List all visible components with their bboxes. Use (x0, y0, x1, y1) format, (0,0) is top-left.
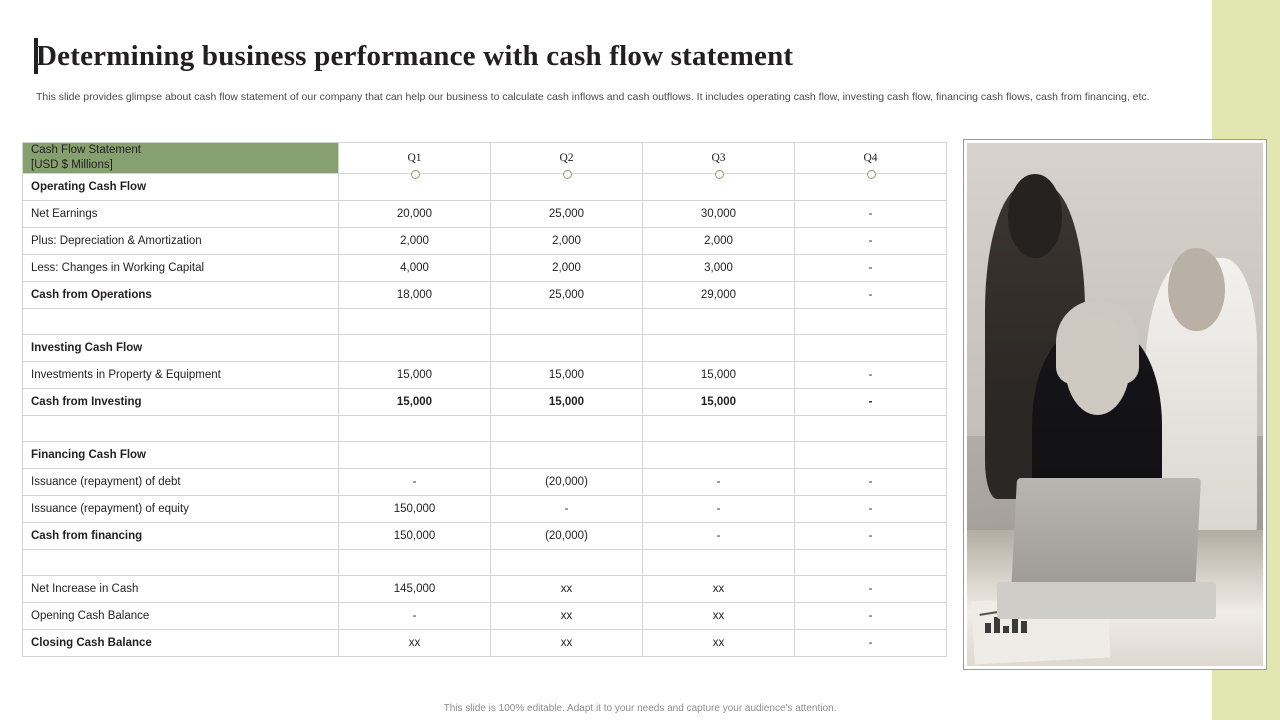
row-value (491, 550, 643, 576)
column-header-q1 (339, 143, 491, 174)
row-value: 2,000 (339, 228, 491, 255)
table-row (23, 442, 947, 469)
table-row (23, 550, 947, 576)
row-value: - (795, 576, 947, 603)
row-value: - (339, 469, 491, 496)
row-value: - (643, 469, 795, 496)
row-value: 18,000 (339, 282, 491, 309)
row-value: 15,000 (339, 362, 491, 389)
table-row (23, 469, 947, 496)
row-value (491, 309, 643, 335)
table-head (23, 143, 947, 174)
row-label (23, 309, 339, 335)
row-value (491, 442, 643, 469)
row-value: (20,000) (491, 469, 643, 496)
table-row (23, 576, 947, 603)
row-value: 30,000 (643, 201, 795, 228)
row-label: Issuance (repayment) of debt (23, 469, 339, 496)
row-value: xx (643, 630, 795, 657)
row-value: 15,000 (339, 389, 491, 416)
row-value: xx (643, 603, 795, 630)
row-label: Operating Cash Flow (23, 174, 339, 201)
row-value: - (795, 255, 947, 282)
row-value: - (795, 201, 947, 228)
row-label: Closing Cash Balance (23, 630, 339, 657)
column-header-q1-label: Q1 (407, 152, 422, 164)
table-row (23, 201, 947, 228)
row-value: 150,000 (339, 496, 491, 523)
table-row (23, 416, 947, 442)
row-value: 15,000 (643, 362, 795, 389)
row-value (795, 442, 947, 469)
row-value: xx (339, 630, 491, 657)
row-value: 15,000 (643, 389, 795, 416)
row-value: 3,000 (643, 255, 795, 282)
row-value (339, 442, 491, 469)
row-value (339, 335, 491, 362)
row-value: - (795, 523, 947, 550)
table-header-title-line2: [USD $ Millions] (31, 159, 113, 171)
row-label: Net Earnings (23, 201, 339, 228)
page-subtitle: This slide provides glimpse about cash flow statement of our company that can help our business to calculate cash inflows and cash outflows. It includes operating cash flow, investing cash flow, financing cash flows, cash from financing, etc. (36, 91, 1150, 103)
column-header-q4-label: Q4 (863, 152, 878, 164)
row-value: - (795, 469, 947, 496)
column-marker-dot-icon (563, 170, 572, 179)
table-row (23, 362, 947, 389)
photo-laptop-screen (1011, 478, 1201, 593)
row-value: - (491, 496, 643, 523)
row-label: Cash from financing (23, 523, 339, 550)
row-value: - (795, 630, 947, 657)
row-value (643, 335, 795, 362)
table-body (23, 174, 947, 657)
row-label: Financing Cash Flow (23, 442, 339, 469)
column-header-q2 (491, 143, 643, 174)
row-value (795, 550, 947, 576)
row-value: - (339, 603, 491, 630)
row-value: xx (491, 576, 643, 603)
row-label: Investing Cash Flow (23, 335, 339, 362)
table-header-title (23, 143, 339, 174)
table-row (23, 255, 947, 282)
row-value: - (795, 228, 947, 255)
row-value (795, 309, 947, 335)
column-header-q3-label: Q3 (711, 152, 726, 164)
row-label: Less: Changes in Working Capital (23, 255, 339, 282)
row-value: 2,000 (491, 255, 643, 282)
row-label: Net Increase in Cash (23, 576, 339, 603)
row-label: Plus: Depreciation & Amortization (23, 228, 339, 255)
row-value (339, 309, 491, 335)
cash-flow-table-wrapper (22, 142, 946, 657)
table-row (23, 389, 947, 416)
table-row (23, 523, 947, 550)
row-value: 145,000 (339, 576, 491, 603)
table-row (23, 630, 947, 657)
table-row (23, 496, 947, 523)
row-value (643, 309, 795, 335)
row-value: 25,000 (491, 282, 643, 309)
row-value: 15,000 (491, 389, 643, 416)
page-title: Determining business performance with cash flow statement (36, 40, 794, 72)
row-value: 2,000 (643, 228, 795, 255)
illustration-frame (963, 139, 1267, 670)
row-value (795, 335, 947, 362)
row-value: 150,000 (339, 523, 491, 550)
column-header-q2-label: Q2 (559, 152, 574, 164)
row-value: - (795, 603, 947, 630)
row-value: - (795, 362, 947, 389)
row-value (643, 416, 795, 442)
table-row (23, 309, 947, 335)
row-value: 25,000 (491, 201, 643, 228)
table-row (23, 282, 947, 309)
row-value: 2,000 (491, 228, 643, 255)
row-value: - (795, 389, 947, 416)
row-value: - (643, 496, 795, 523)
row-label (23, 550, 339, 576)
row-value: - (795, 282, 947, 309)
row-value: xx (491, 630, 643, 657)
row-label (23, 416, 339, 442)
row-value: 4,000 (339, 255, 491, 282)
row-label: Cash from Investing (23, 389, 339, 416)
row-label: Cash from Operations (23, 282, 339, 309)
photo-person-center-head (1065, 316, 1130, 415)
row-value (339, 550, 491, 576)
photo-laptop-base (997, 582, 1216, 619)
row-value (795, 416, 947, 442)
footer-note: This slide is 100% editable. Adapt it to your needs and capture your audience's attention. (443, 703, 837, 714)
row-label: Opening Cash Balance (23, 603, 339, 630)
row-value (643, 442, 795, 469)
row-value (491, 416, 643, 442)
column-marker-dot-icon (867, 170, 876, 179)
row-value (491, 335, 643, 362)
row-value: - (795, 496, 947, 523)
cash-flow-table (22, 142, 947, 657)
row-value: - (643, 523, 795, 550)
row-value: xx (491, 603, 643, 630)
row-value (339, 416, 491, 442)
table-row (23, 174, 947, 201)
row-value: 15,000 (491, 362, 643, 389)
photo-person-right-head (1168, 248, 1224, 332)
table-row (23, 335, 947, 362)
row-value: 20,000 (339, 201, 491, 228)
row-value: (20,000) (491, 523, 643, 550)
business-team-meeting-photo (967, 143, 1263, 666)
column-header-q4 (795, 143, 947, 174)
column-marker-dot-icon (715, 170, 724, 179)
row-value (643, 550, 795, 576)
row-label: Investments in Property & Equipment (23, 362, 339, 389)
column-header-q3 (643, 143, 795, 174)
photo-chart-bars (985, 614, 1062, 651)
table-header-title-line1: Cash Flow Statement (31, 144, 141, 156)
photo-person-left-head (1008, 174, 1061, 258)
table-row (23, 603, 947, 630)
row-value: xx (643, 576, 795, 603)
row-value: 29,000 (643, 282, 795, 309)
row-label: Issuance (repayment) of equity (23, 496, 339, 523)
column-marker-dot-icon (411, 170, 420, 179)
table-row (23, 228, 947, 255)
table-header-row (23, 143, 947, 174)
